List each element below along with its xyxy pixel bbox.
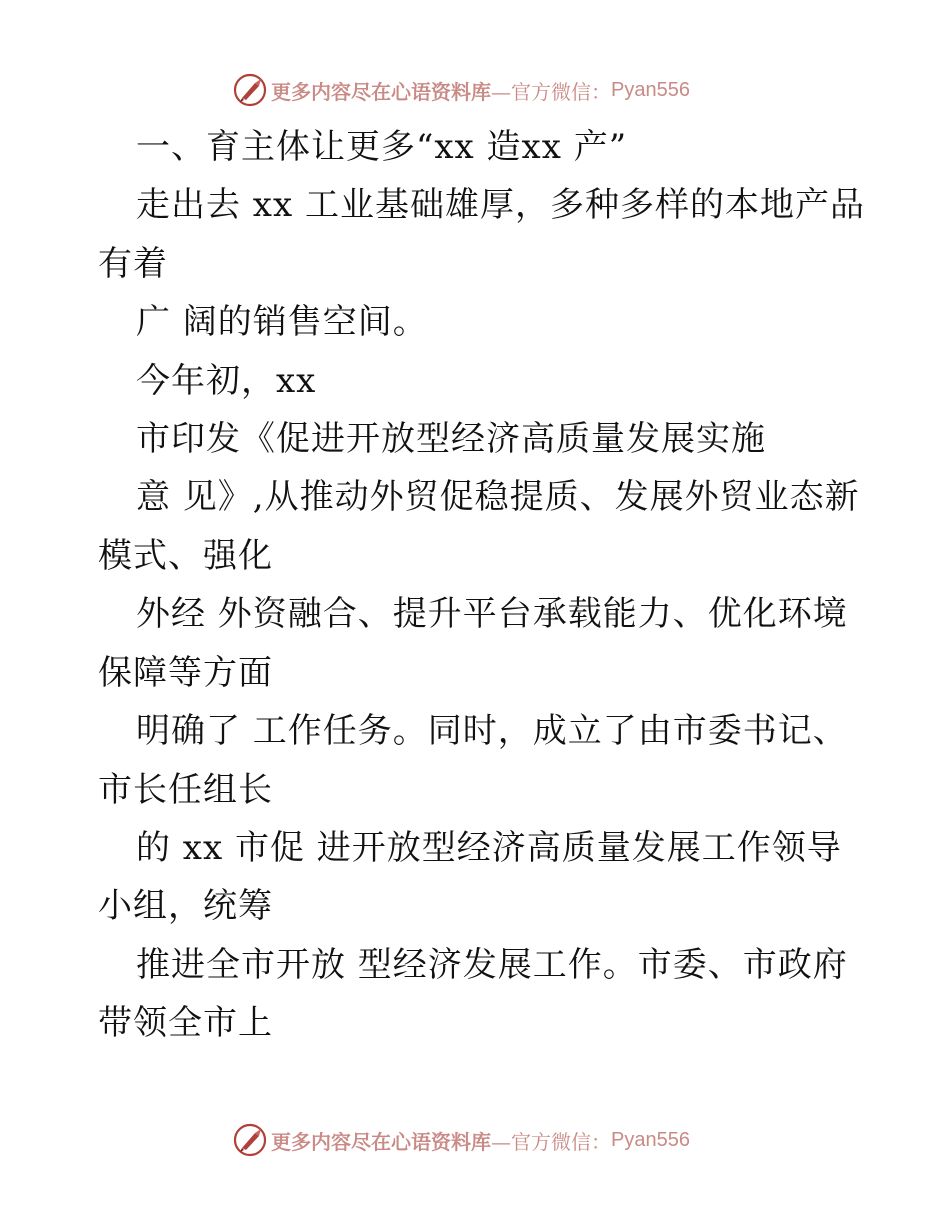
doc-line-heading: 一、育主体让更多“xx 造xx 产”: [136, 127, 628, 167]
watermark-main-text: 更多内容尽在心语资料库: [271, 1129, 491, 1154]
doc-line: 今年初，xx: [136, 361, 317, 401]
doc-line: 模式、强化: [98, 536, 273, 576]
doc-line: 意 见》,从推动外贸促稳提质、发展外贸业态新: [136, 477, 860, 517]
doc-line: 带领全市上: [98, 1003, 273, 1043]
quill-pen-logo-icon: [233, 1123, 267, 1157]
doc-line: 市印发《促进开放型经济高质量发展实施: [136, 419, 766, 459]
watermark-rest-text: —官方微信：: [491, 79, 611, 104]
watermark-wechat-id: Pyan556: [611, 78, 690, 101]
doc-line: 市长任组长: [98, 770, 273, 810]
doc-line: 小组，统筹: [98, 886, 273, 926]
watermark-rest-text: —官方微信：: [491, 1129, 611, 1154]
doc-line: 走出去 xx 工业基础雄厚，多种多样的本地产品: [136, 185, 865, 225]
watermark-wechat-id: Pyan556: [611, 1128, 690, 1151]
doc-line: 保障等方面: [98, 653, 273, 693]
doc-line: 的 xx 市促 进开放型经济高质量发展工作领导: [136, 828, 842, 868]
doc-line: 明确了 工作任务。同时，成立了由市委书记、: [136, 711, 848, 751]
watermark-main-text: 更多内容尽在心语资料库: [271, 79, 491, 104]
doc-line: 广 阔的销售空间。: [136, 302, 428, 342]
doc-line: 推进全市开放 型经济发展工作。市委、市政府: [136, 945, 848, 985]
footer-watermark: [233, 1122, 733, 1158]
doc-line: 外经 外资融合、提升平台承载能力、优化环境: [136, 594, 848, 634]
doc-line: 有着: [98, 244, 168, 284]
